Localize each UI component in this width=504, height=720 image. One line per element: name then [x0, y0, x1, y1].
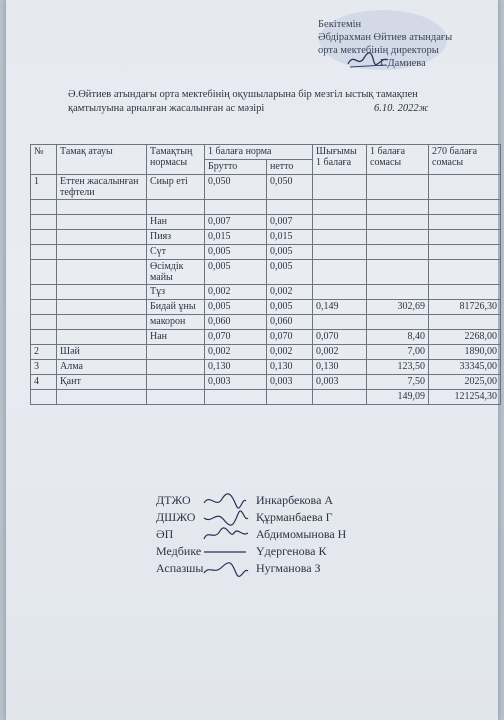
header-dish: Тамақ атауы [57, 145, 147, 175]
header-cost-total: 270 балаға сомасы [429, 145, 501, 175]
table-row [31, 215, 501, 230]
cell-brutto: 0,070 [205, 330, 267, 345]
cell-brutto: 0,050 [205, 175, 267, 200]
cell-cost-total [429, 245, 501, 260]
cell-cost-total [429, 230, 501, 245]
signature-name: Нугманова З [256, 561, 321, 575]
cell-no [31, 300, 57, 315]
table-row [31, 200, 501, 215]
signature-name: Абдимомынова Н [256, 527, 347, 541]
cell-netto: 0,003 [267, 375, 313, 390]
cell-dish [57, 245, 147, 260]
cell-no: 2 [31, 345, 57, 360]
cell-netto: 0,002 [267, 345, 313, 360]
cell-brutto: 0,002 [205, 345, 267, 360]
menu-table-body [31, 175, 501, 405]
cell-dish [57, 285, 147, 300]
menu-table [30, 144, 501, 405]
handwritten-signature [202, 544, 252, 560]
cell-netto: 0,005 [267, 245, 313, 260]
cell-brutto [205, 390, 267, 405]
cell-product [147, 375, 205, 390]
table-row [31, 345, 501, 360]
cell-brutto: 0,005 [205, 245, 267, 260]
handwritten-signature [202, 527, 252, 543]
cell-cost-one [367, 285, 429, 300]
cell-no [31, 260, 57, 285]
cell-no [31, 230, 57, 245]
signatures-block [156, 492, 456, 577]
table-row [31, 175, 501, 200]
cell-cost-total [429, 215, 501, 230]
cell-dish: Алма [57, 360, 147, 375]
cell-product [147, 200, 205, 215]
cell-yield: 0,149 [313, 300, 367, 315]
header-cost-one: 1 балаға сомасы [367, 145, 429, 175]
cell-cost-total: 81726,30 [429, 300, 501, 315]
cell-netto: 0,130 [267, 360, 313, 375]
cell-cost-one: 8,40 [367, 330, 429, 345]
cell-no [31, 200, 57, 215]
cell-yield: 0,003 [313, 375, 367, 390]
cell-product: Пияз [147, 230, 205, 245]
signature-role: ДТЖО [156, 493, 191, 507]
cell-cost-total [429, 315, 501, 330]
cell-yield [313, 285, 367, 300]
table-row [31, 285, 501, 300]
header-no: № [31, 145, 57, 175]
cell-cost-total: 33345,00 [429, 360, 501, 375]
cell-product: Тұз [147, 285, 205, 300]
handwritten-signature [202, 493, 252, 509]
cell-product [147, 390, 205, 405]
cell-cost-one [367, 175, 429, 200]
title-line-2: қамтылуына арналған жасалынған ас мәзірі [68, 103, 265, 114]
cell-cost-total [429, 260, 501, 285]
cell-yield: 0,070 [313, 330, 367, 345]
signature-name: Үдергенова К [256, 544, 327, 558]
cell-netto: 0,070 [267, 330, 313, 345]
cell-dish [57, 390, 147, 405]
table-header-row [31, 145, 501, 160]
cell-cost-total [429, 175, 501, 200]
header-netto: нетто [267, 160, 313, 175]
table-row [31, 260, 501, 285]
signature-row [156, 560, 456, 577]
handwritten-signature [202, 510, 252, 526]
cell-yield [313, 315, 367, 330]
cell-cost-total: 2025,00 [429, 375, 501, 390]
cell-dish: Қант [57, 375, 147, 390]
cell-dish [57, 315, 147, 330]
cell-brutto: 0,015 [205, 230, 267, 245]
cell-yield [313, 230, 367, 245]
cell-cost-one: 7,00 [367, 345, 429, 360]
approval-line-1: Бекітемін [318, 19, 362, 30]
signature-row [156, 543, 456, 560]
signature-name: Инкарбекова А [256, 493, 334, 507]
cell-netto: 0,015 [267, 230, 313, 245]
cell-product: Сүт [147, 245, 205, 260]
header-yield: Шығымы 1 балаға [313, 145, 367, 175]
cell-product [147, 360, 205, 375]
cell-cost-total [429, 285, 501, 300]
cell-yield [313, 175, 367, 200]
cell-no [31, 215, 57, 230]
cell-product: Өсімдік майы [147, 260, 205, 285]
cell-netto: 0,002 [267, 285, 313, 300]
document-page [6, 0, 498, 720]
header-brutto: Брутто [205, 160, 267, 175]
cell-brutto: 0,005 [205, 260, 267, 285]
approval-line-4: Г.Дамиева [380, 58, 426, 69]
cell-product: Нан [147, 215, 205, 230]
cell-netto: 0,005 [267, 260, 313, 285]
signature-role: ӘП [156, 527, 174, 541]
cell-dish [57, 330, 147, 345]
signature-role: ДШЖО [156, 510, 196, 524]
cell-product: Бидай ұны [147, 300, 205, 315]
cell-netto: 0,005 [267, 300, 313, 315]
cell-dish [57, 200, 147, 215]
cell-brutto: 0,130 [205, 360, 267, 375]
cell-brutto [205, 200, 267, 215]
cell-cost-total: 121254,30 [429, 390, 501, 405]
signature-row [156, 526, 456, 543]
cell-no: 4 [31, 375, 57, 390]
cell-cost-total [429, 200, 501, 215]
table-row [31, 230, 501, 245]
cell-yield [313, 245, 367, 260]
cell-brutto: 0,007 [205, 215, 267, 230]
cell-netto: 0,050 [267, 175, 313, 200]
cell-no [31, 390, 57, 405]
cell-product [147, 345, 205, 360]
cell-dish [57, 230, 147, 245]
cell-netto: 0,007 [267, 215, 313, 230]
header-product: Тамақтың нормасы [147, 145, 205, 175]
approval-line-2: Әбдірахман Өйтиев атындағы [318, 32, 453, 43]
cell-product: макорон [147, 315, 205, 330]
cell-brutto: 0,003 [205, 375, 267, 390]
signature-role: Аспазшы [156, 561, 204, 575]
cell-cost-one [367, 260, 429, 285]
cell-product: Сиыр еті [147, 175, 205, 200]
cell-netto: 0,060 [267, 315, 313, 330]
table-row [31, 245, 501, 260]
cell-cost-one [367, 315, 429, 330]
table-row [31, 330, 501, 345]
cell-yield [313, 215, 367, 230]
cell-yield [313, 390, 367, 405]
signature-row [156, 492, 456, 509]
table-row [31, 390, 501, 405]
cell-cost-one [367, 230, 429, 245]
cell-cost-one: 7,50 [367, 375, 429, 390]
cell-no: 3 [31, 360, 57, 375]
cell-cost-total: 2268,00 [429, 330, 501, 345]
document-title [68, 88, 488, 116]
document-date: 6.10. 2022ж [374, 103, 429, 114]
table-row [31, 375, 501, 390]
cell-yield [313, 200, 367, 215]
cell-yield: 0,002 [313, 345, 367, 360]
cell-no: 1 [31, 175, 57, 200]
handwritten-signature [202, 561, 252, 577]
cell-brutto: 0,002 [205, 285, 267, 300]
cell-dish [57, 300, 147, 315]
cell-dish [57, 215, 147, 230]
cell-no [31, 330, 57, 345]
cell-cost-one [367, 215, 429, 230]
signature-role: Медбике [156, 544, 202, 558]
cell-brutto: 0,060 [205, 315, 267, 330]
table-row [31, 300, 501, 315]
cell-dish: Еттен жасалынған тефтели [57, 175, 147, 200]
cell-cost-one: 149,09 [367, 390, 429, 405]
signature-name: Құрманбаева Г [256, 510, 333, 524]
director-signature [346, 50, 390, 70]
cell-no [31, 245, 57, 260]
cell-cost-one: 123,50 [367, 360, 429, 375]
cell-product: Нан [147, 330, 205, 345]
table-row [31, 315, 501, 330]
header-norm: 1 балаға норма [205, 145, 313, 160]
cell-cost-total: 1890,00 [429, 345, 501, 360]
title-line-1: Ә.Өйтиев атындағы орта мектебінің оқушыларына бір мезгіл ыстық тамақпен [68, 89, 418, 100]
approval-block [318, 18, 488, 70]
cell-netto [267, 200, 313, 215]
cell-no [31, 315, 57, 330]
cell-dish [57, 260, 147, 285]
cell-yield: 0,130 [313, 360, 367, 375]
cell-yield [313, 260, 367, 285]
cell-cost-one: 302,69 [367, 300, 429, 315]
approval-line-3: орта мектебінің директоры [318, 45, 439, 56]
table-row [31, 360, 501, 375]
cell-brutto: 0,005 [205, 300, 267, 315]
cell-cost-one [367, 245, 429, 260]
cell-netto [267, 390, 313, 405]
cell-dish: Шәй [57, 345, 147, 360]
cell-no [31, 285, 57, 300]
signature-row [156, 509, 456, 526]
cell-cost-one [367, 200, 429, 215]
